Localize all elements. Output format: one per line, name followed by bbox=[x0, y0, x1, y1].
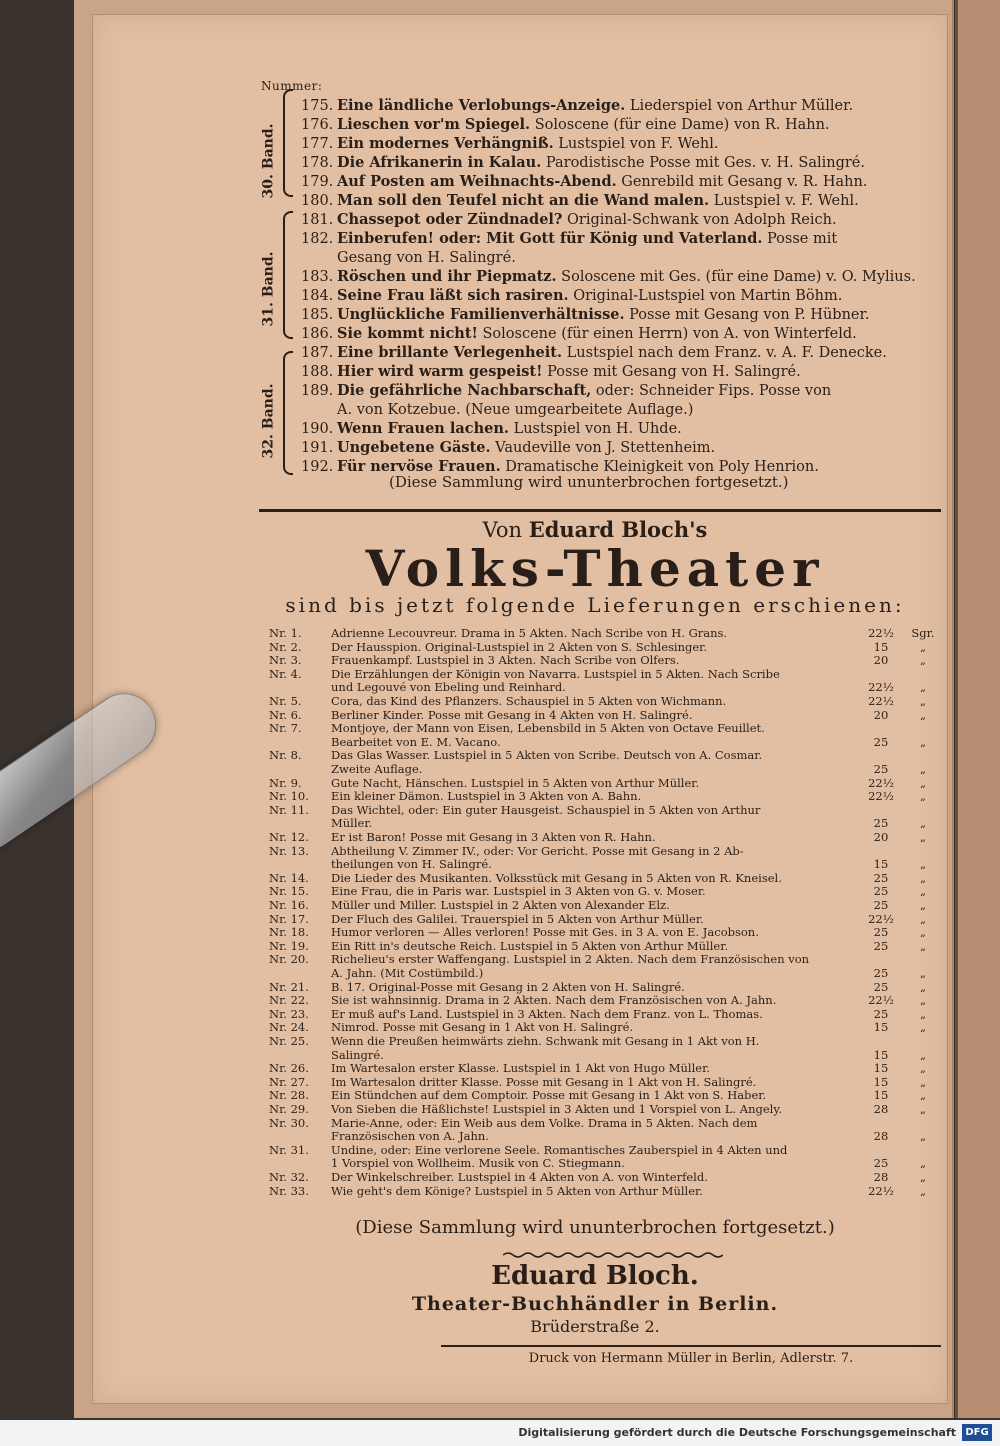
lieferung-price: 15 bbox=[873, 639, 889, 654]
lieferung-number: Nr. 7. bbox=[269, 721, 302, 736]
lieferung-text: Müller. bbox=[331, 817, 373, 831]
lieferung-text: 1 Vorspiel von Wollheim. Musik von C. Stiegmann. bbox=[331, 1157, 625, 1171]
catalog-entry bbox=[301, 382, 941, 400]
lieferung-row bbox=[269, 1035, 945, 1048]
lieferung-text: Er ist Baron! Posse mit Gesang in 3 Akten von R. Hahn. bbox=[331, 831, 656, 844]
lieferung-price: 25 bbox=[873, 870, 889, 885]
document-page bbox=[92, 14, 948, 1404]
publisher-subtitle: Theater-Buchhändler in Berlin. bbox=[411, 1293, 779, 1315]
lieferung-text: Das Wichtel, oder: Ein guter Hausgeist. Schauspiel in 5 Akten von Arthur bbox=[331, 803, 761, 817]
lieferung-text: Französischen von A. Jahn. bbox=[331, 1130, 489, 1144]
lieferung-text: Eine Frau, die in Paris war. Lustspiel in 3 Akten von G. v. Moser. bbox=[331, 885, 706, 899]
lieferung-unit: „ bbox=[920, 1088, 926, 1103]
volume-brace bbox=[283, 211, 293, 339]
entry-title: Hier wird warm gespeist! bbox=[337, 363, 543, 380]
lieferung-price: 25 bbox=[873, 938, 889, 953]
lieferung-price: 25 bbox=[873, 734, 889, 749]
lieferung-row bbox=[269, 709, 945, 722]
entry-number: 184. bbox=[301, 288, 334, 304]
catalog-entry bbox=[301, 287, 941, 305]
lieferung-price: 25 bbox=[873, 925, 889, 940]
entry-title: Ein modernes Verhängniß. bbox=[337, 135, 554, 152]
lieferung-unit: „ bbox=[920, 857, 926, 872]
lieferung-number: Nr. 32. bbox=[269, 1170, 309, 1184]
lieferung-number: Nr. 33. bbox=[269, 1183, 309, 1198]
lieferung-number: Nr. 15. bbox=[269, 884, 309, 899]
lieferung-text: B. 17. Original-Posse mit Gesang in 2 Akten von H. Salingré. bbox=[331, 980, 685, 994]
catalog-entry bbox=[301, 211, 941, 229]
entry-number: 179. bbox=[301, 174, 334, 190]
entry-title: Die Afrikanerin in Kalau. bbox=[337, 154, 542, 171]
catalog-entry bbox=[301, 154, 941, 172]
entry-number: 190. bbox=[301, 421, 334, 437]
lieferung-text: Humor verloren — Alles verloren! Posse mit Ges. in 3 A. von E. Jacobson. bbox=[331, 926, 759, 940]
lieferung-text: Die Lieder des Musikanten. Volksstück mit Gesang in 5 Akten von R. Kneisel. bbox=[331, 871, 782, 885]
lieferung-row bbox=[269, 940, 945, 953]
lieferung-text: Marie-Anne, oder: Ein Weib aus dem Volke. Drama in 5 Akten. Nach dem bbox=[331, 1116, 758, 1130]
catalog-entry bbox=[301, 230, 941, 248]
lieferung-price: 15 bbox=[873, 1047, 889, 1062]
lieferung-unit: „ bbox=[920, 1047, 926, 1062]
catalog-entry bbox=[301, 116, 941, 134]
catalog-entry bbox=[301, 192, 941, 210]
lieferung-row bbox=[269, 736, 945, 749]
entry-number: 186. bbox=[301, 326, 334, 342]
lieferung-unit: „ bbox=[920, 979, 926, 994]
entry-number: 185. bbox=[301, 307, 334, 323]
lieferung-row bbox=[269, 668, 945, 681]
volume-brace bbox=[283, 89, 293, 197]
lieferung-price: 15 bbox=[873, 1074, 889, 1089]
lieferung-number: Nr. 14. bbox=[269, 870, 309, 885]
lieferung-row bbox=[269, 641, 945, 654]
lieferung-text: Er muß auf's Land. Lustspiel in 3 Akten. Nach dem Franz. von L. Thomas. bbox=[331, 1007, 763, 1021]
catalog-entry bbox=[301, 173, 941, 191]
lieferung-price: 25 bbox=[873, 966, 889, 980]
lieferung-price: 20 bbox=[873, 830, 889, 844]
volume-brace bbox=[283, 351, 293, 475]
lieferung-text: Wenn die Preußen heimwärts ziehn. Schwank mit Gesang in 1 Akt von H. bbox=[331, 1035, 760, 1048]
publisher-address: Brüderstraße 2. bbox=[530, 1317, 660, 1336]
lieferung-number: Nr. 18. bbox=[269, 925, 309, 940]
entry-description: Vaudeville von J. Stettenheim. bbox=[490, 440, 716, 456]
lieferung-unit: „ bbox=[920, 653, 926, 668]
lieferung-number: Nr. 29. bbox=[269, 1102, 309, 1116]
lieferung-row bbox=[269, 1103, 945, 1116]
lieferung-unit: „ bbox=[920, 898, 926, 912]
lieferung-text: Im Wartesalon dritter Klasse. Posse mit Gesang in 1 Akt von H. Salingré. bbox=[331, 1075, 757, 1089]
lieferung-row bbox=[269, 763, 945, 776]
lieferung-number: Nr. 30. bbox=[269, 1115, 309, 1130]
lieferung-text: Undine, oder: Eine verlorene Seele. Romantisches Zauberspiel in 4 Akten und bbox=[331, 1143, 788, 1157]
entry-title: Man soll den Teufel nicht an die Wand malen. bbox=[337, 192, 710, 209]
lieferung-unit: „ bbox=[920, 680, 926, 695]
entry-number: 180. bbox=[301, 193, 334, 209]
entry-number: 189. bbox=[301, 383, 334, 399]
lieferung-text: Ein kleiner Dämon. Lustspiel in 3 Akten von A. Bahn. bbox=[331, 790, 642, 804]
lieferung-row bbox=[269, 1089, 945, 1102]
lieferung-text: theilungen von H. Salingré. bbox=[331, 858, 492, 872]
entry-title: Sie kommt nicht! bbox=[337, 325, 478, 342]
lieferung-price: 22½ bbox=[868, 789, 894, 804]
catalog-entry bbox=[301, 420, 941, 438]
entry-description: Genrebild mit Gesang v. R. Hahn. bbox=[616, 174, 868, 190]
entry-title: Chassepot oder Zündnadel? bbox=[337, 211, 563, 228]
lieferung-unit: „ bbox=[920, 1061, 926, 1076]
lieferung-row bbox=[269, 994, 945, 1007]
lieferung-number: Nr. 25. bbox=[269, 1034, 309, 1048]
lieferung-row bbox=[269, 654, 945, 667]
entry-description: Posse mit bbox=[762, 231, 838, 247]
lieferung-number: Nr. 23. bbox=[269, 1006, 309, 1021]
entry-number: 187. bbox=[301, 345, 334, 361]
lieferung-price: 22½ bbox=[868, 911, 894, 926]
catalog-entry bbox=[301, 97, 941, 115]
lieferung-row bbox=[269, 817, 945, 830]
entry-title: Einberufen! oder: Mit Gott für König und Vaterland. bbox=[337, 230, 763, 247]
lieferung-unit: „ bbox=[920, 734, 926, 749]
lieferung-row bbox=[269, 981, 945, 994]
lieferung-unit: „ bbox=[920, 870, 926, 885]
lieferung-number: Nr. 11. bbox=[269, 802, 309, 817]
lieferung-price: 25 bbox=[873, 884, 889, 899]
lieferung-unit: „ bbox=[920, 1170, 926, 1184]
catalog-entry bbox=[301, 401, 941, 419]
entry-description: Soloscene (für eine Dame) von R. Hahn. bbox=[530, 117, 830, 133]
lieferung-text: Im Wartesalon erster Klasse. Lustspiel in 1 Akt von Hugo Müller. bbox=[331, 1062, 710, 1076]
lieferung-price: 15 bbox=[873, 1020, 889, 1035]
entry-description: Lustspiel von H. Uhde. bbox=[508, 421, 682, 437]
lieferung-text: Salingré. bbox=[331, 1048, 384, 1062]
catalog-entry bbox=[301, 344, 941, 362]
volume-label: 31. Band. bbox=[260, 251, 277, 327]
lieferung-price: 25 bbox=[873, 816, 889, 831]
lieferung-number: Nr. 13. bbox=[269, 843, 309, 858]
lieferung-row bbox=[269, 913, 945, 926]
entry-description: Lustspiel v. F. Wehl. bbox=[709, 193, 859, 209]
lieferung-unit: „ bbox=[920, 911, 926, 926]
lieferung-price: 20 bbox=[873, 653, 889, 668]
publisher-name: Eduard Bloch. bbox=[491, 1261, 699, 1291]
lieferung-text: Sie ist wahnsinnig. Drama in 2 Akten. Nach dem Französischen von A. Jahn. bbox=[331, 994, 777, 1008]
lieferung-number: Nr. 24. bbox=[269, 1020, 309, 1035]
lieferung-row bbox=[269, 722, 945, 735]
entry-title: Lieschen vor'm Spiegel. bbox=[337, 116, 531, 133]
volume-label: 30. Band. bbox=[260, 123, 277, 199]
lieferung-text: Nimrod. Posse mit Gesang in 1 Akt von H. Salingré. bbox=[331, 1021, 634, 1035]
lieferung-text: A. Jahn. (Mit Costümbild.) bbox=[331, 967, 484, 980]
lieferung-text: Der Winkelschreiber. Lustspiel in 4 Akten von A. von Winterfeld. bbox=[331, 1171, 708, 1184]
entry-title: Unglückliche Familienverhältnisse. bbox=[337, 306, 625, 323]
entry-description: Lustspiel nach dem Franz. v. A. F. Denecke. bbox=[562, 345, 887, 361]
lieferung-unit: „ bbox=[920, 1074, 926, 1089]
lieferung-text: Müller und Miller. Lustspiel in 2 Akten von Alexander Elz. bbox=[331, 899, 670, 912]
lieferung-number: Nr. 31. bbox=[269, 1142, 309, 1157]
entry-description: Original-Lustspiel von Martin Böhm. bbox=[568, 288, 843, 304]
lieferung-number: Nr. 5. bbox=[269, 694, 302, 708]
lieferung-row bbox=[269, 1076, 945, 1089]
lieferung-price: 28 bbox=[873, 1102, 889, 1116]
entry-number: 175. bbox=[301, 98, 334, 114]
catalog-entry bbox=[301, 325, 941, 343]
entry-description: Soloscene mit Ges. (für eine Dame) v. O. Mylius. bbox=[556, 269, 916, 285]
lieferung-text: Der Hausspion. Original-Lustspiel in 2 Akten von S. Schlesinger. bbox=[331, 640, 708, 654]
lieferung-number: Nr. 10. bbox=[269, 789, 309, 804]
lieferung-unit: „ bbox=[920, 830, 926, 844]
lieferung-row bbox=[269, 899, 945, 912]
lieferung-row bbox=[269, 777, 945, 790]
lieferung-row bbox=[269, 749, 945, 762]
lieferung-unit: „ bbox=[920, 789, 926, 804]
lieferung-row bbox=[269, 1008, 945, 1021]
catalog-entry bbox=[301, 306, 941, 324]
entry-number: 191. bbox=[301, 440, 334, 456]
entry-title: Seine Frau läßt sich rasiren. bbox=[337, 287, 569, 304]
lieferung-unit: „ bbox=[920, 1129, 926, 1144]
entry-description: oder: Schneider Fips. Posse von bbox=[591, 383, 832, 399]
lieferung-number: Nr. 21. bbox=[269, 979, 309, 994]
lieferung-text: Zweite Auflage. bbox=[331, 763, 423, 776]
lieferung-number: Nr. 4. bbox=[269, 666, 302, 681]
lieferung-row bbox=[269, 681, 945, 694]
lieferung-price: 15 bbox=[873, 857, 889, 872]
entry-number: 181. bbox=[301, 212, 334, 228]
bottom-divider bbox=[441, 1345, 941, 1347]
lieferung-row bbox=[269, 1117, 945, 1130]
lieferung-row bbox=[269, 1157, 945, 1170]
lieferung-text: Wie geht's dem Könige? Lustspiel in 5 Akten von Arthur Müller. bbox=[331, 1184, 703, 1198]
lieferung-number: Nr. 26. bbox=[269, 1061, 309, 1076]
lieferung-price: 28 bbox=[873, 1170, 889, 1184]
lieferung-row bbox=[269, 790, 945, 803]
lieferung-unit: „ bbox=[920, 639, 926, 654]
footer-bar bbox=[0, 1420, 1000, 1446]
catalog-entry bbox=[301, 249, 941, 267]
lieferung-text: Das Glas Wasser. Lustspiel in 5 Akten von Scribe. Deutsch von A. Cosmar. bbox=[331, 749, 763, 763]
lieferung-text: Ein Stündchen auf dem Comptoir. Posse mit Gesang in 1 Akt von S. Haber. bbox=[331, 1089, 767, 1103]
lieferung-unit: „ bbox=[920, 884, 926, 899]
entry-description: Soloscene (für einen Herrn) von A. von Winterfeld. bbox=[477, 326, 857, 342]
section-divider bbox=[259, 509, 941, 512]
lieferung-unit: „ bbox=[920, 762, 926, 776]
lieferung-text: Gute Nacht, Hänschen. Lustspiel in 5 Akten von Arthur Müller. bbox=[331, 776, 700, 790]
lieferung-price: 25 bbox=[873, 898, 889, 912]
nummer-label: Nummer: bbox=[261, 79, 323, 93]
entry-number: 192. bbox=[301, 459, 334, 475]
lieferung-price: 25 bbox=[873, 1006, 889, 1021]
lieferung-row bbox=[269, 845, 945, 858]
lieferung-unit: „ bbox=[920, 694, 926, 708]
page-edge-right bbox=[955, 0, 1000, 1418]
lieferung-row bbox=[269, 627, 945, 640]
lieferung-row bbox=[269, 1021, 945, 1034]
lieferung-price: 22½ bbox=[868, 1183, 894, 1198]
lieferung-price: 25 bbox=[873, 762, 889, 776]
lieferung-row bbox=[269, 1049, 945, 1062]
entry-description: Parodistische Posse mit Ges. v. H. Salingré. bbox=[541, 155, 865, 171]
lieferung-unit: „ bbox=[920, 775, 926, 790]
lieferung-text: Berliner Kinder. Posse mit Gesang in 4 Akten von H. Salingré. bbox=[331, 708, 693, 722]
entry-number: 176. bbox=[301, 117, 334, 133]
lieferung-row bbox=[269, 1062, 945, 1075]
lieferung-row bbox=[269, 1144, 945, 1157]
lieferung-text: Von Sieben die Häßlichste! Lustspiel in 3 Akten und 1 Vorspiel von L. Angely. bbox=[331, 1103, 782, 1116]
lieferung-price: 22½ bbox=[868, 626, 894, 640]
lieferung-unit: „ bbox=[920, 938, 926, 953]
lieferung-price: 15 bbox=[873, 1061, 889, 1076]
entry-title: Für nervöse Frauen. bbox=[337, 458, 501, 475]
top-continuation-note: (Diese Sammlung wird ununterbrochen fortgesetzt.) bbox=[389, 473, 789, 491]
volume-label: 32. Band. bbox=[260, 383, 277, 459]
lieferung-number: Nr. 17. bbox=[269, 911, 309, 926]
entry-description: Dramatische Kleinigkeit von Poly Henrion. bbox=[500, 459, 819, 475]
entry-title: Eine ländliche Verlobungs-Anzeige. bbox=[337, 97, 626, 114]
lieferung-row bbox=[269, 858, 945, 871]
lieferung-number: Nr. 20. bbox=[269, 952, 309, 967]
lieferung-price: 22½ bbox=[868, 775, 894, 790]
lieferung-number: Nr. 1. bbox=[269, 626, 302, 640]
entry-title: Eine brillante Verlegenheit. bbox=[337, 344, 563, 361]
lieferung-text: Bearbeitet von E. M. Vacano. bbox=[331, 735, 501, 749]
entry-description: Gesang von H. Salingré. bbox=[337, 250, 516, 266]
entry-description: Liederspiel von Arthur Müller. bbox=[625, 98, 854, 114]
von-word: Von bbox=[482, 518, 523, 542]
lieferung-number: Nr. 27. bbox=[269, 1074, 309, 1089]
main-title: Volks-Theater bbox=[365, 539, 825, 598]
lieferung-row bbox=[269, 831, 945, 844]
lieferung-price: 25 bbox=[873, 1156, 889, 1171]
dfg-logo-icon: DFG bbox=[962, 1424, 992, 1441]
lieferung-price: 22½ bbox=[868, 680, 894, 695]
lieferung-unit: Sgr. bbox=[911, 626, 935, 640]
entry-description: Original-Schwank von Adolph Reich. bbox=[562, 212, 837, 228]
catalog-entry bbox=[301, 363, 941, 381]
lieferung-number: Nr. 2. bbox=[269, 639, 302, 654]
lieferung-unit: „ bbox=[920, 1020, 926, 1035]
lieferung-unit: „ bbox=[920, 966, 926, 980]
lieferung-unit: „ bbox=[920, 1006, 926, 1021]
lieferung-unit: „ bbox=[920, 816, 926, 831]
lieferung-number: Nr. 22. bbox=[269, 993, 309, 1008]
ornament-wave bbox=[503, 1251, 723, 1259]
lieferung-number: Nr. 8. bbox=[269, 748, 302, 763]
lieferung-unit: „ bbox=[920, 993, 926, 1008]
lieferung-row bbox=[269, 967, 945, 980]
entry-title: Auf Posten am Weihnachts-Abend. bbox=[337, 173, 617, 190]
lieferung-unit: „ bbox=[920, 1102, 926, 1116]
lieferung-price: 28 bbox=[873, 1129, 889, 1144]
lieferung-text: Adrienne Lecouvreur. Drama in 5 Akten. Nach Scribe von H. Grans. bbox=[331, 627, 728, 640]
lieferung-text: und Legouvé von Ebeling und Reinhard. bbox=[331, 681, 566, 695]
lieferung-row bbox=[269, 1171, 945, 1184]
lieferung-row bbox=[269, 872, 945, 885]
catalog-entry bbox=[301, 268, 941, 286]
lieferung-text: Cora, das Kind des Pflanzers. Schauspiel in 5 Akten von Wichmann. bbox=[331, 695, 727, 708]
lieferung-number: Nr. 12. bbox=[269, 830, 309, 844]
publisher-possessive: Eduard Bloch's bbox=[528, 517, 708, 542]
entry-number: 178. bbox=[301, 155, 334, 171]
list-subtitle: sind bis jetzt folgende Lieferungen erschienen: bbox=[285, 593, 905, 617]
lieferung-number: Nr. 28. bbox=[269, 1088, 309, 1103]
catalog-entry bbox=[301, 439, 941, 457]
lieferung-price: 22½ bbox=[868, 993, 894, 1008]
lieferung-row bbox=[269, 804, 945, 817]
lieferung-row bbox=[269, 926, 945, 939]
lieferung-number: Nr. 9. bbox=[269, 775, 302, 790]
lieferung-text: Die Erzählungen der Königin von Navarra. Lustspiel in 5 Akten. Nach Scribe bbox=[331, 667, 780, 681]
lieferung-price: 20 bbox=[873, 707, 889, 722]
lieferung-price: 25 bbox=[873, 979, 889, 994]
lieferung-number: Nr. 16. bbox=[269, 898, 309, 912]
entry-number: 188. bbox=[301, 364, 334, 380]
lieferung-unit: „ bbox=[920, 1183, 926, 1198]
entry-number: 177. bbox=[301, 136, 334, 152]
printer-imprint: Druck von Hermann Müller in Berlin, Adlerstr. 7. bbox=[528, 1351, 854, 1366]
entry-description: Posse mit Gesang von H. Salingré. bbox=[542, 364, 801, 380]
lieferung-text: Abtheilung V. Zimmer IV., oder: Vor Gericht. Posse mit Gesang in 2 Ab- bbox=[331, 844, 744, 858]
entry-description: Lustspiel von F. Wehl. bbox=[553, 136, 719, 152]
lieferung-text: Ein Ritt in's deutsche Reich. Lustspiel in 5 Akten von Arthur Müller. bbox=[331, 939, 729, 953]
lieferung-unit: „ bbox=[920, 925, 926, 940]
lieferung-text: Frauenkampf. Lustspiel in 3 Akten. Nach Scribe von Olfers. bbox=[331, 654, 680, 668]
entry-description: Posse mit Gesang von P. Hübner. bbox=[624, 307, 870, 323]
entry-title: Wenn Frauen lachen. bbox=[337, 420, 509, 437]
entry-description: A. von Kotzebue. (Neue umgearbeitete Auflage.) bbox=[337, 402, 694, 418]
lieferung-text: Richelieu's erster Waffengang. Lustspiel in 2 Akten. Nach dem Französischen von bbox=[331, 953, 810, 967]
lieferung-number: Nr. 3. bbox=[269, 653, 302, 668]
lieferung-row bbox=[269, 695, 945, 708]
footer-credit: Digitalisierung gefördert durch die Deutsche Forschungsgemeinschaft bbox=[518, 1426, 956, 1439]
entry-number: 183. bbox=[301, 269, 334, 285]
lieferung-number: Nr. 6. bbox=[269, 707, 302, 722]
entry-number: 182. bbox=[301, 231, 334, 247]
lieferung-unit: „ bbox=[920, 1156, 926, 1171]
lieferung-text: Montjoye, der Mann von Eisen, Lebensbild in 5 Akten von Octave Feuillet. bbox=[331, 722, 765, 736]
lieferung-row bbox=[269, 1130, 945, 1143]
entry-title: Ungebetene Gäste. bbox=[337, 439, 491, 456]
entry-title: Röschen und ihr Piepmatz. bbox=[337, 268, 557, 285]
lieferung-unit: „ bbox=[920, 707, 926, 722]
lieferung-row bbox=[269, 953, 945, 966]
lieferung-number: Nr. 19. bbox=[269, 938, 309, 953]
lieferung-text: Der Fluch des Galilei. Trauerspiel in 5 Akten von Arthur Müller. bbox=[331, 912, 704, 926]
lieferung-row bbox=[269, 885, 945, 898]
lieferung-row bbox=[269, 1185, 945, 1198]
catalog-entry bbox=[301, 135, 941, 153]
lieferung-price: 22½ bbox=[868, 694, 894, 708]
bottom-continuation-note: (Diese Sammlung wird ununterbrochen fortgesetzt.) bbox=[355, 1217, 835, 1238]
lieferung-price: 15 bbox=[873, 1088, 889, 1103]
entry-title: Die gefährliche Nachbarschaft, bbox=[337, 382, 592, 399]
